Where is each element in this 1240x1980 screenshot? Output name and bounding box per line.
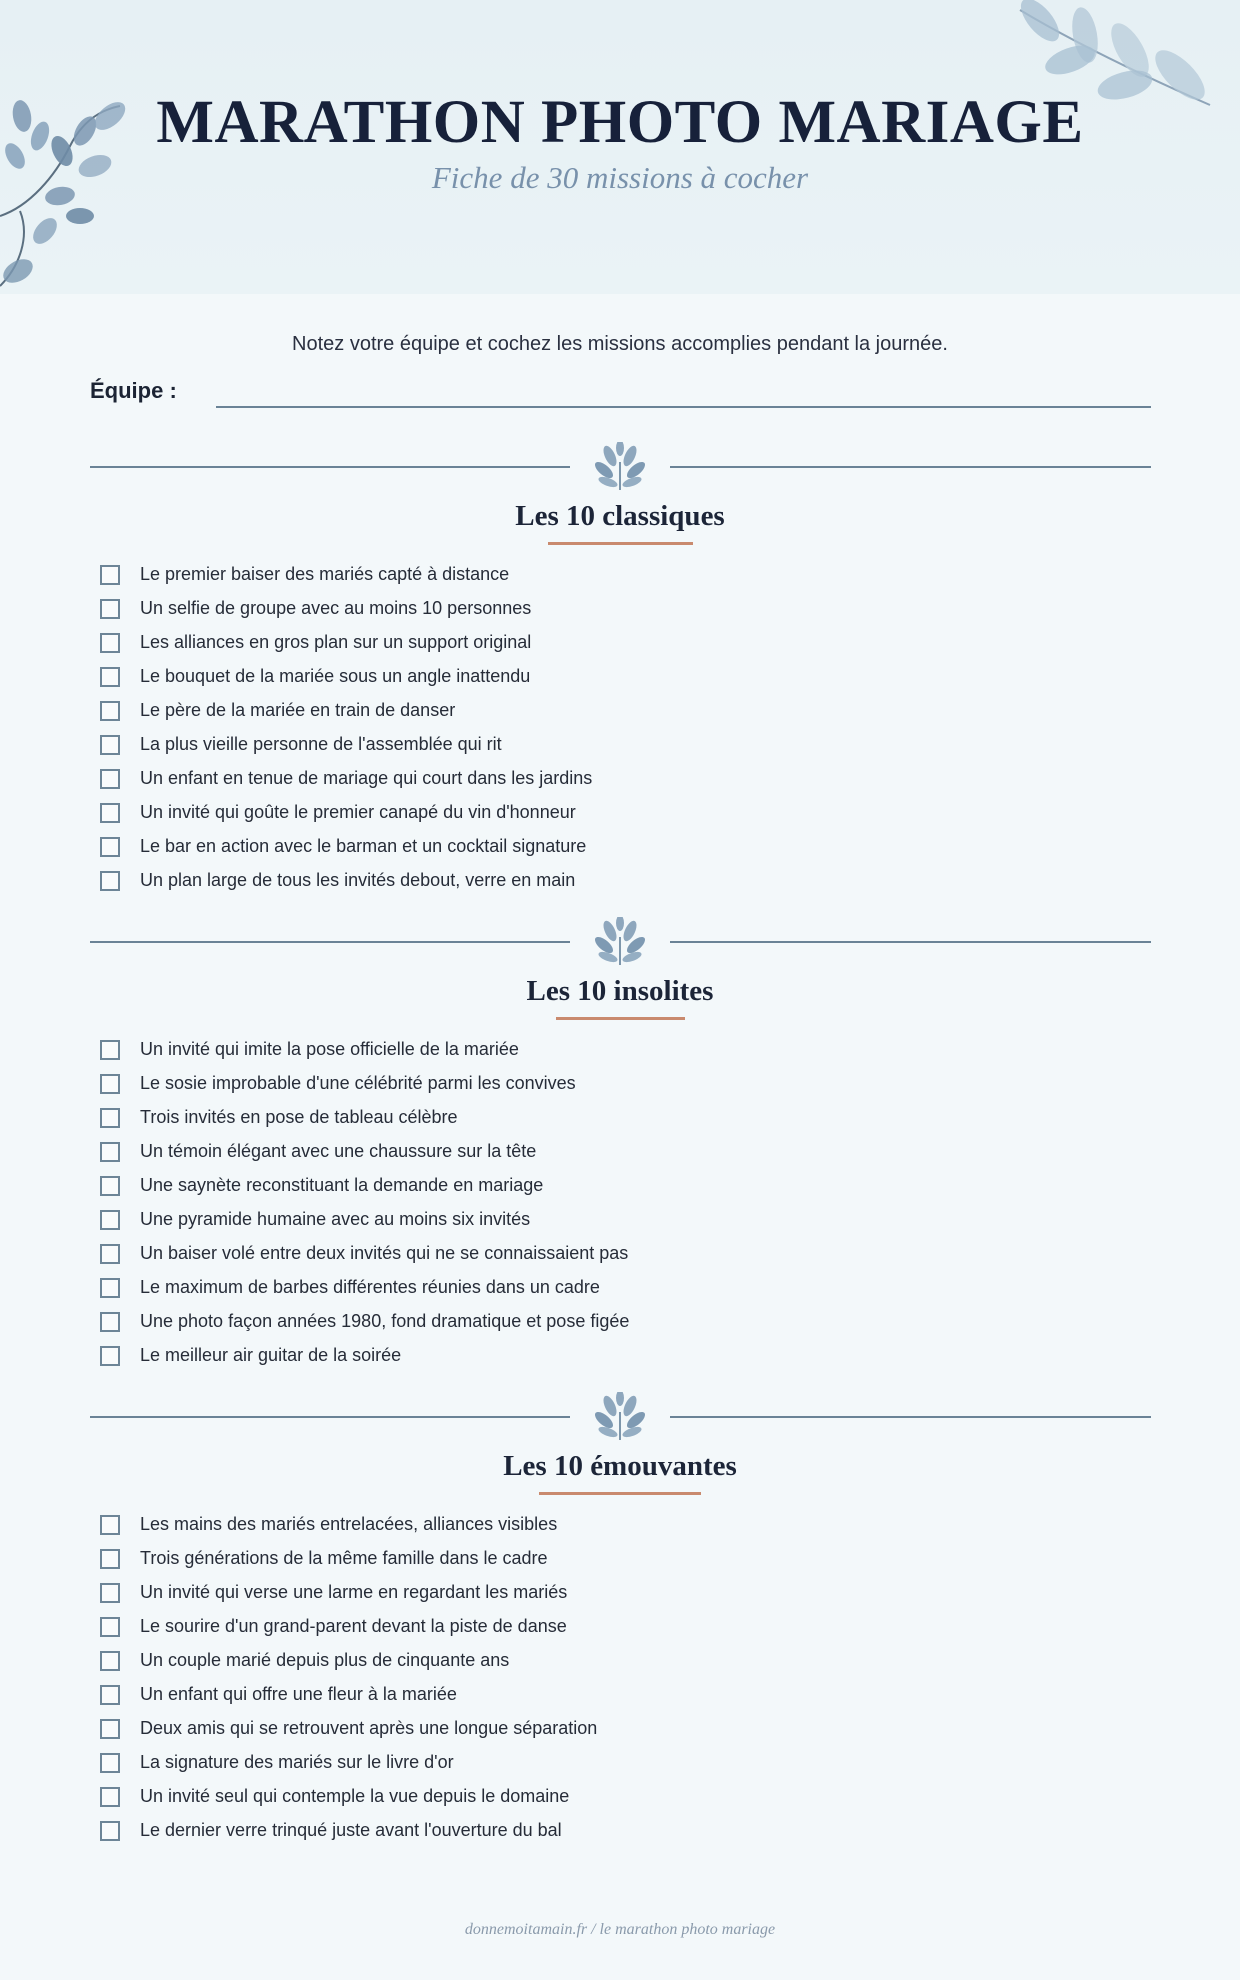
divider-line [90,941,570,943]
list-item [100,1135,1100,1169]
list-item [100,1610,1100,1644]
item-label: Un baiser volé entre deux invités qui ne se connaissaient pas [140,1243,629,1263]
item-label: La plus vieille personne de l'assemblée qui rit [140,734,502,754]
list-item [100,1576,1100,1610]
item-label: Les alliances en gros plan sur un support original [140,632,532,652]
item-label: Le maximum de barbes différentes réunies dans un cadre [140,1277,600,1297]
item-label: Le dernier verre trinqué juste avant l'ouverture du bal [140,1820,562,1840]
page-subtitle: Fiche de 30 missions à cocher [431,160,809,195]
checkbox[interactable] [100,1244,120,1264]
list-item [100,660,1100,694]
item-label: Un invité qui imite la pose officielle de la mariée [140,1039,519,1059]
item-label: Une photo façon années 1980, fond dramatique et pose figée [140,1311,630,1331]
checkbox[interactable] [100,1278,120,1298]
item-label: Le bar en action avec le barman et un cocktail signature [140,836,587,856]
checkbox[interactable] [100,803,120,823]
item-label: Les mains des mariés entrelacées, alliances visibles [140,1514,558,1534]
item-label: Trois générations de la même famille dans le cadre [140,1548,548,1568]
checkbox[interactable] [100,1176,120,1196]
checkbox[interactable] [100,1346,120,1366]
list-item [100,1237,1100,1271]
item-label: Une pyramide humaine avec au moins six invités [140,1209,531,1229]
checkbox[interactable] [100,837,120,857]
checkbox[interactable] [100,633,120,653]
checkbox[interactable] [100,1108,120,1128]
list-item [100,1814,1100,1848]
item-label: Le père de la mariée en train de danser [140,700,456,720]
list-item [100,796,1100,830]
list-item [100,1271,1100,1305]
list-item [100,1305,1100,1339]
item-label: Un témoin élégant avec une chaussure sur la tête [140,1141,537,1161]
team-name-field[interactable] [216,406,1151,408]
item-label: Un enfant en tenue de mariage qui court dans les jardins [140,768,593,788]
list-item [100,1712,1100,1746]
checkbox[interactable] [100,667,120,687]
item-label: Le meilleur air guitar de la soirée [140,1345,402,1365]
item-label: Une saynète reconstituant la demande en mariage [140,1175,544,1195]
checkbox[interactable] [100,871,120,891]
checkbox[interactable] [100,1210,120,1230]
checkbox[interactable] [100,1583,120,1603]
team-label: Équipe : [90,378,177,403]
checkbox[interactable] [100,599,120,619]
item-label: Un invité seul qui contemple la vue depuis le domaine [140,1786,570,1806]
title-underline [539,1492,701,1495]
item-label: Un couple marié depuis plus de cinquante ans [140,1650,510,1670]
item-label: Un plan large de tous les invités debout, verre en main [140,870,576,890]
item-label: Un selfie de groupe avec au moins 10 personnes [140,598,532,618]
divider-line [670,1416,1151,1418]
list-item [100,728,1100,762]
checkbox[interactable] [100,1142,120,1162]
list-item [100,1033,1100,1067]
list-item [100,1067,1100,1101]
list-item [100,1203,1100,1237]
list-item [100,830,1100,864]
page-title: MARATHON PHOTO MARIAGE [156,89,1084,156]
checkbox[interactable] [100,1753,120,1773]
item-label: Le sosie improbable d'une célébrité parmi les convives [140,1073,576,1093]
list-item [100,1169,1100,1203]
checkbox[interactable] [100,1074,120,1094]
checkbox[interactable] [100,1040,120,1060]
item-label: Un enfant qui offre une fleur à la mariée [140,1684,457,1704]
section-title: Les 10 classiques [515,500,725,532]
section-title: Les 10 émouvantes [503,1450,737,1482]
intro-text: Notez votre équipe et cochez les missions accomplies pendant la journée. [292,333,948,355]
checkbox[interactable] [100,1787,120,1807]
item-label: La signature des mariés sur le livre d'or [140,1752,454,1772]
list-item [100,1101,1100,1135]
item-label: Un invité qui verse une larme en regardant les mariés [140,1582,568,1602]
header-banner [0,0,1240,294]
list-item [100,626,1100,660]
list-item [100,1542,1100,1576]
checkbox[interactable] [100,1549,120,1569]
checkbox[interactable] [100,735,120,755]
item-label: Un invité qui goûte le premier canapé du vin d'honneur [140,802,576,822]
checkbox[interactable] [100,1685,120,1705]
item-label: Le sourire d'un grand-parent devant la piste de danse [140,1616,567,1636]
checkbox[interactable] [100,1719,120,1739]
divider-line [90,466,570,468]
list-item [100,592,1100,626]
list-item [100,864,1100,898]
list-item [100,1644,1100,1678]
divider-line [90,1416,570,1418]
divider-line [670,466,1151,468]
title-underline [556,1017,685,1020]
checklist [100,1508,1100,1848]
list-item [100,1678,1100,1712]
list-item [100,558,1100,592]
title-underline [548,542,693,545]
checkbox[interactable] [100,769,120,789]
checkbox[interactable] [100,1617,120,1637]
footer-credit: donnemoitamain.fr / le marathon photo mariage [464,1921,776,1938]
list-item [100,762,1100,796]
laurel-sprig-icon [590,1392,650,1442]
item-label: Deux amis qui se retrouvent après une longue séparation [140,1718,598,1738]
checkbox[interactable] [100,565,120,585]
list-item [100,1508,1100,1542]
list-item [100,694,1100,728]
item-label: Le premier baiser des mariés capté à distance [140,564,510,584]
checklist [100,1033,1100,1373]
checkbox[interactable] [100,1651,120,1671]
checkbox[interactable] [100,1312,120,1332]
list-item [100,1780,1100,1814]
list-item [100,1339,1100,1373]
checklist [100,558,1100,898]
divider-line [670,941,1151,943]
checkbox[interactable] [100,1515,120,1535]
laurel-sprig-icon [590,442,650,492]
item-label: Trois invités en pose de tableau célèbre [140,1107,458,1127]
section-title: Les 10 insolites [526,975,714,1007]
checkbox[interactable] [100,1821,120,1841]
checkbox[interactable] [100,701,120,721]
laurel-sprig-icon [590,917,650,967]
list-item [100,1746,1100,1780]
item-label: Le bouquet de la mariée sous un angle inattendu [140,666,531,686]
